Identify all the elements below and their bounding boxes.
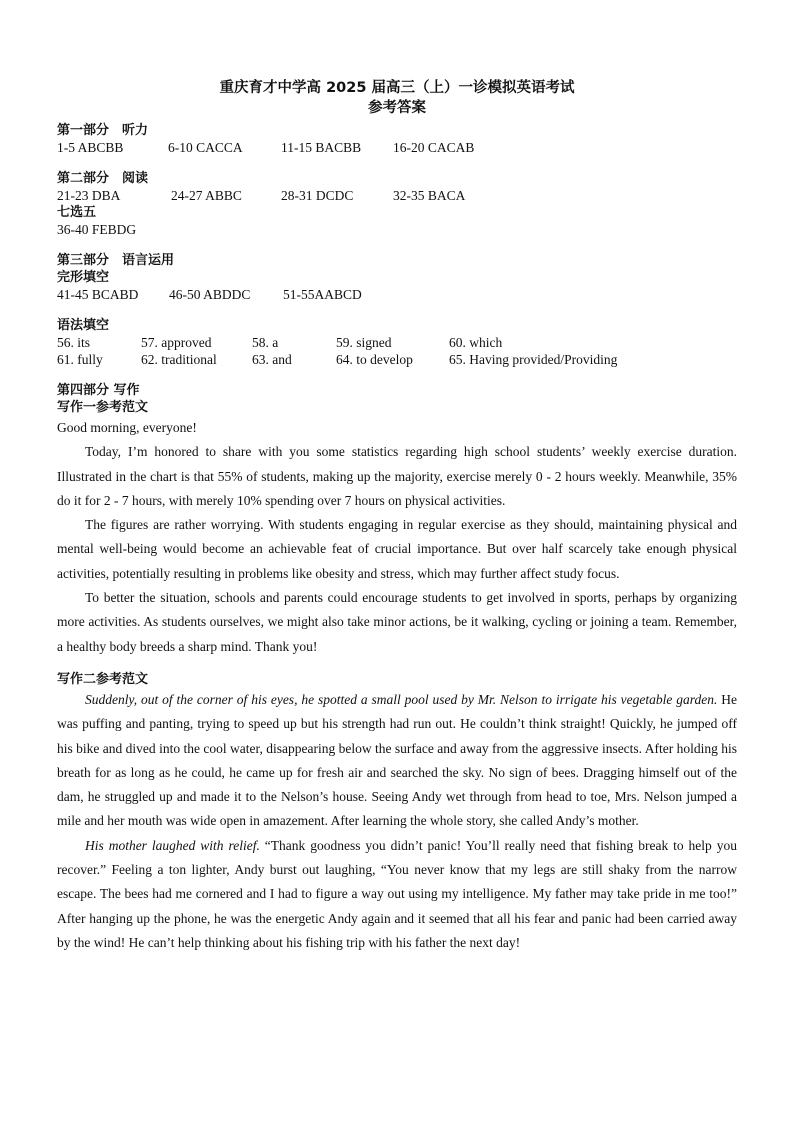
grammar-answer-row: [57, 334, 737, 351]
part3-heading: 第三部分 语言运用: [57, 253, 175, 268]
answer-group: 36-40 FEBDG: [57, 222, 137, 237]
answer-group: 41-45 BCABD: [57, 287, 139, 302]
essay2-heading: 写作二参考范文: [57, 671, 149, 687]
essay1-heading: 写作一参考范文: [57, 400, 149, 415]
grammar-answer: 57. approved: [141, 335, 212, 350]
grammar-answer: 56. its: [57, 335, 91, 350]
answer-group: 21-23 DBA: [57, 188, 121, 203]
grammar-answer: 64. to develop: [336, 352, 413, 367]
essay1-greeting: Good morning, everyone!: [57, 420, 197, 435]
answer-group: 6-10 CACCA: [168, 140, 243, 155]
essay1-paragraph: To better the situation, schools and parents could encourage students to get involved in sports, perhaps by organizing more activities. As students ourselves, we might also take minor actions, be it walking, cycling or joining a team. Remember, a healthy body breeds a sharp mind. Thank you!: [57, 590, 737, 654]
grammar-answer: 65. Having provided/Providing: [449, 352, 618, 367]
grammar-answer: 63. and: [252, 352, 292, 367]
page-title: 重庆育才中学高 2025 届高三（上）一诊模拟英语考试: [219, 80, 575, 96]
part4-heading: 第四部分 写作: [57, 383, 140, 398]
part2-answer-row: [57, 187, 737, 204]
answer-group: 24-27 ABBC: [171, 188, 242, 203]
part2-heading: 第二部分 阅读: [57, 171, 149, 186]
essay2-opening-sentence: His mother laughed with relief.: [85, 837, 260, 853]
grammar-answer-row: [57, 351, 737, 368]
essay2-body-text: “Thank goodness you didn’t panic! You’ll really need that fishing break to help you recover.” Feeling a ton lighter, Andy burst out laughing, “You never know that my legs are still shaky from the narrow escape. The bees had me cornered and I had to figure a way out using my intelligence. My father may take pride in me too!” After hanging up the phone, he was the energetic Andy again and it seemed that all his fear and panic had been carried away by the wind! He can’t help thinking about his fishing trip with his father the next day!: [57, 837, 737, 950]
grammar-answer: 60. which: [449, 335, 503, 350]
grammar-answer: 62. traditional: [141, 352, 217, 367]
essay1-paragraph: Today, I’m honored to share with you some statistics regarding high school students’ weekly exercise duration. Illustrated in the chart is that 55% of students, making up the majority, exercise merely 0 - 2 hours weekly. Meanwhile, 35% do it for 2 - 7 hours, with merely 10% spending over 7 hours on physical activities.: [57, 444, 737, 508]
essay2-paragraph: [57, 834, 737, 955]
part1-answer-row: [57, 139, 737, 156]
part1-heading: 第一部分 听力: [57, 123, 149, 138]
essay1-paragraph: The figures are rather worrying. With students engaging in regular exercise as they should, maintaining physical and mental well-being would become an achievable feat of crucial importance. But over half scarcely take enough physical activities, potentially resulting in problems like obesity and stress, which may further affect study focus.: [57, 517, 737, 581]
grammar-fill-heading: 语法填空: [57, 318, 110, 333]
seven-choose-five-heading: 七选五: [57, 205, 97, 220]
answer-group: 32-35 BACA: [393, 188, 466, 203]
grammar-answer: 59. signed: [336, 335, 392, 350]
cloze-answer-row: [57, 286, 737, 303]
answer-group: 1-5 ABCBB: [57, 140, 124, 155]
cloze-heading: 完形填空: [57, 270, 110, 285]
answer-group: 51-55AABCD: [283, 287, 362, 302]
grammar-answer: 58. a: [252, 335, 279, 350]
page-subtitle: 参考答案: [368, 100, 426, 116]
seven-choose-five-answers: [57, 221, 737, 238]
answer-group: 11-15 BACBB: [281, 140, 362, 155]
answer-key-page: [57, 78, 737, 955]
answer-group: 46-50 ABDDC: [169, 287, 251, 302]
essay2-paragraph: [57, 688, 737, 834]
answer-group: 28-31 DCDC: [281, 188, 354, 203]
essay2-opening-sentence: Suddenly, out of the corner of his eyes, he spotted a small pool used by Mr. Nelson to irrigate his vegetable garden.: [85, 691, 718, 707]
grammar-answer: 61. fully: [57, 352, 103, 367]
essay2-body-text: He was puffing and panting, trying to speed up but his strength had run out. He couldn’t think straight! Quickly, he jumped off his bike and dived into the cool water, disappearing below the surface and away from the aggressive insects. After holding his breath for as long as he could, he came up for fresh air and searched the sky. No sign of bees. Dragging himself out of the dam, he struggled up and made it to the Nelson’s house. Seeing Andy wet through from head to toe, Mrs. Nelson jumped a mile and her mouth was wide open in amazement. After learning the whole story, she called Andy’s mother.: [57, 691, 737, 829]
answer-group: 16-20 CACAB: [393, 140, 475, 155]
